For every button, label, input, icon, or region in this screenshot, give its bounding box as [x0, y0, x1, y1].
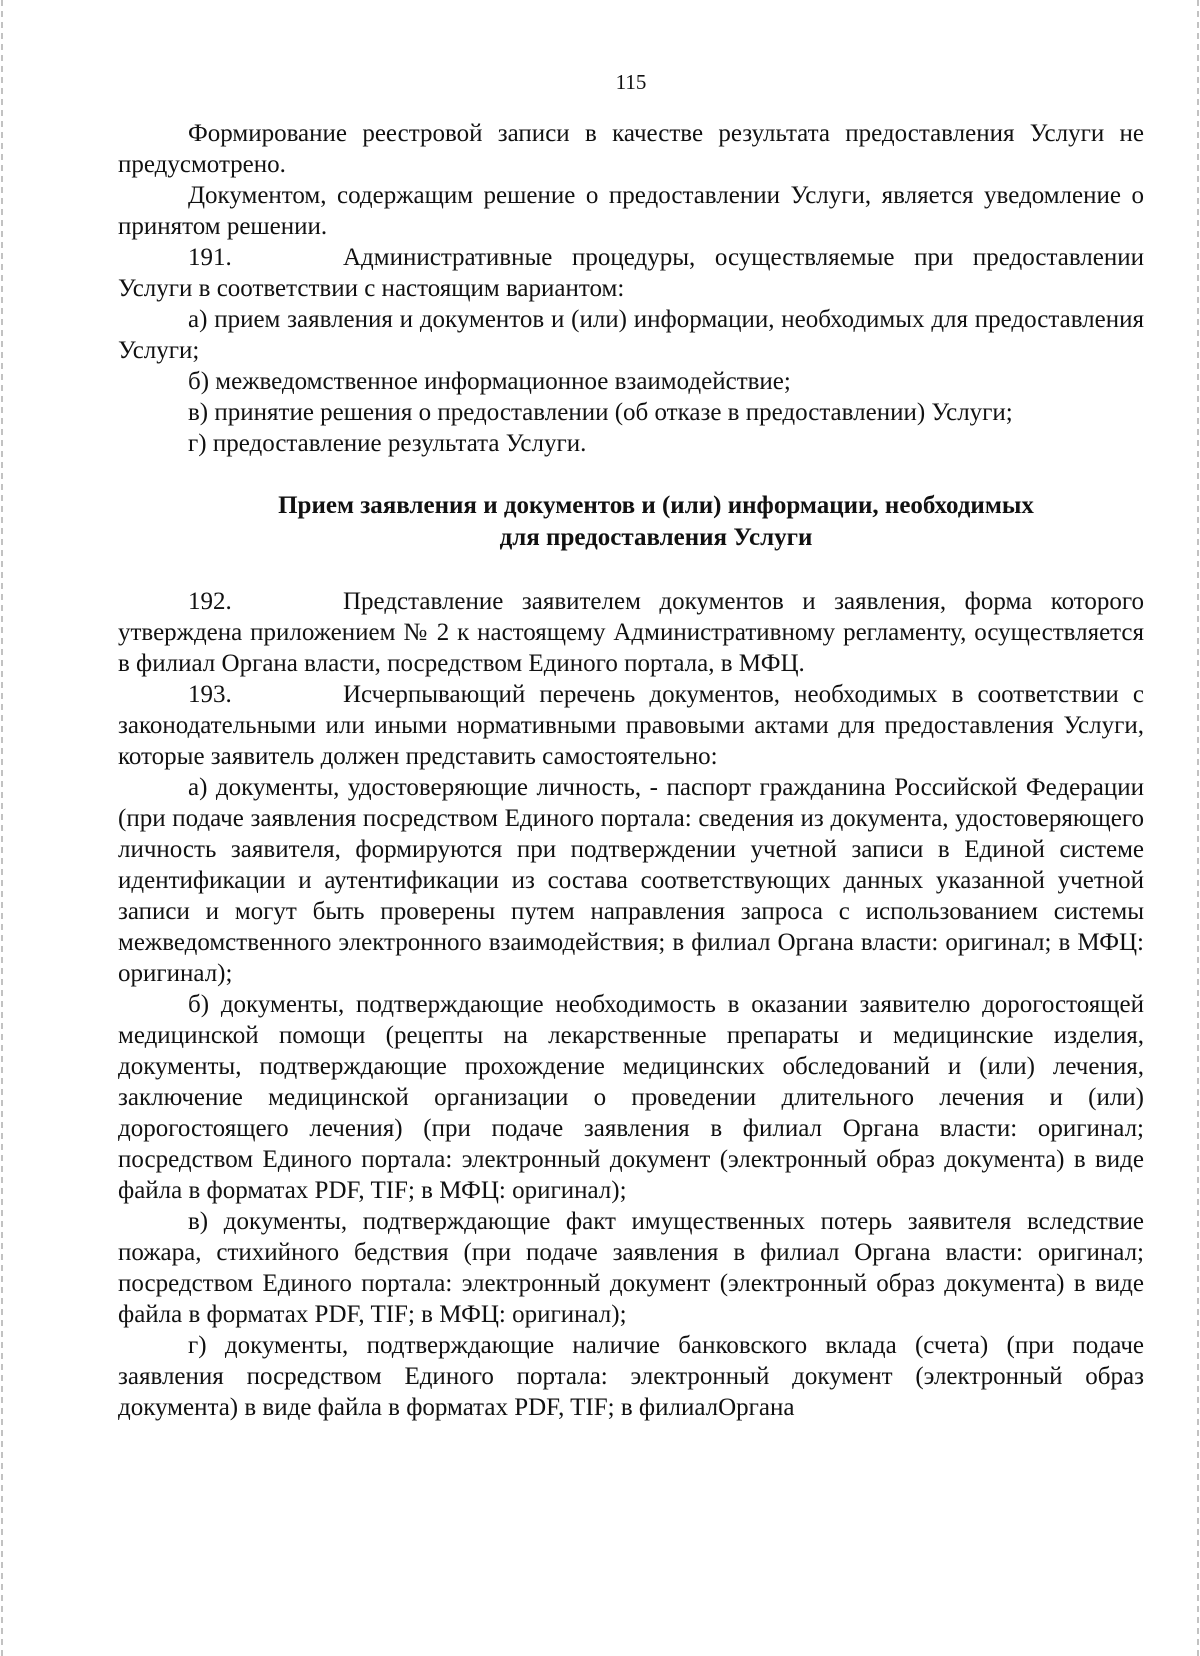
paragraph-number-193: 193.: [188, 681, 232, 708]
paragraph-191: [118, 242, 1144, 304]
paragraph-192-text: Представление заявителем документов и заявления, форма которого утверждена приложением № 2 к настоящему Административному регламенту, осуществляется в филиал Органа власти, посредством Единого портала, в МФЦ.: [118, 588, 1144, 677]
procedure-item-b: б) межведомственное информационное взаимодействие;: [188, 368, 791, 395]
section-heading: [118, 490, 1144, 554]
document-item-c: в) документы, подтверждающие факт имущественных потерь заявителя вследствие пожара, стихийного бедствия (при подаче заявления в филиал Органа власти: оригинал; посредством Единого портала: электронный документ (электронный образ документа) в виде файла в форматах PDF, TIF; в МФЦ: оригинал);: [118, 1208, 1144, 1328]
paragraph-registry-record: Формирование реестровой записи в качестве результата предоставления Услуги не предусмотрено.: [118, 120, 1144, 178]
section-heading-line-2: для предоставления Услуги: [499, 524, 813, 551]
scan-edge-right: [1197, 0, 1199, 1656]
paragraph-191-text: Административные процедуры, осуществляемые при предоставлении Услуги в соответствии с настоящим вариантом:: [118, 244, 1144, 302]
page-number: 115: [615, 70, 647, 94]
document-body: [118, 118, 1144, 1423]
document-item-b: б) документы, подтверждающие необходимость в оказании заявителю дорогостоящей медицинской помощи (рецепты на лекарственные препараты и медицинские изделия, документы, подтверждающие прохождение медицинских обследований и (или) лечения, заключение медицинской организации о проведении длительного лечения и (или) дорогостоящего лечения) (при подаче заявления в филиал Органа власти: оригинал; посредством Единого портала: электронный документ (электронный образ документа) в виде файла в форматах PDF, TIF; в МФЦ: оригинал);: [118, 991, 1144, 1204]
section-heading-line-1: Прием заявления и документов и (или) информации, необходимых: [278, 492, 1034, 519]
paragraph-192: [118, 586, 1144, 679]
paragraph-193: [118, 679, 1144, 772]
scan-edge-left: [1, 0, 3, 1656]
procedure-item-c: в) принятие решения о предоставлении (об отказе в предоставлении) Услуги;: [188, 399, 1013, 426]
paragraph-number-191: 191.: [188, 244, 232, 271]
procedure-item-d: г) предоставление результата Услуги.: [188, 430, 587, 457]
document-item-a: а) документы, удостоверяющие личность, - паспорт гражданина Российской Федерации (при подаче заявления посредством Единого портала: сведения из документа, удостоверяющего личность заявителя, формируются при подтверждении учетной записи в Единой системе идентификации и аутентификации из состава соответствующих данных указанной учетной записи и могут быть проверены путем направления запроса с использованием системы межведомственного электронного взаимодействия; в филиал Органа власти: оригинал; в МФЦ: оригинал);: [118, 774, 1144, 987]
paragraph-number-192: 192.: [188, 588, 232, 615]
document-item-d: г) документы, подтверждающие наличие банковского вклада (счета) (при подаче заявления посредством Единого портала: электронный документ (электронный образ документа) в виде файла в форматах PDF, TIF; в филиалОргана: [118, 1332, 1144, 1421]
procedure-item-a: а) прием заявления и документов и (или) информации, необходимых для предоставления Услуги;: [118, 306, 1144, 364]
paragraph-193-text: Исчерпывающий перечень документов, необходимых в соответствии с законодательными или иными нормативными правовыми актами для предоставления Услуги, которые заявитель должен представить самостоятельно:: [118, 681, 1144, 770]
paragraph-decision-document: Документом, содержащим решение о предоставлении Услуги, является уведомление о принятом решении.: [118, 182, 1144, 240]
